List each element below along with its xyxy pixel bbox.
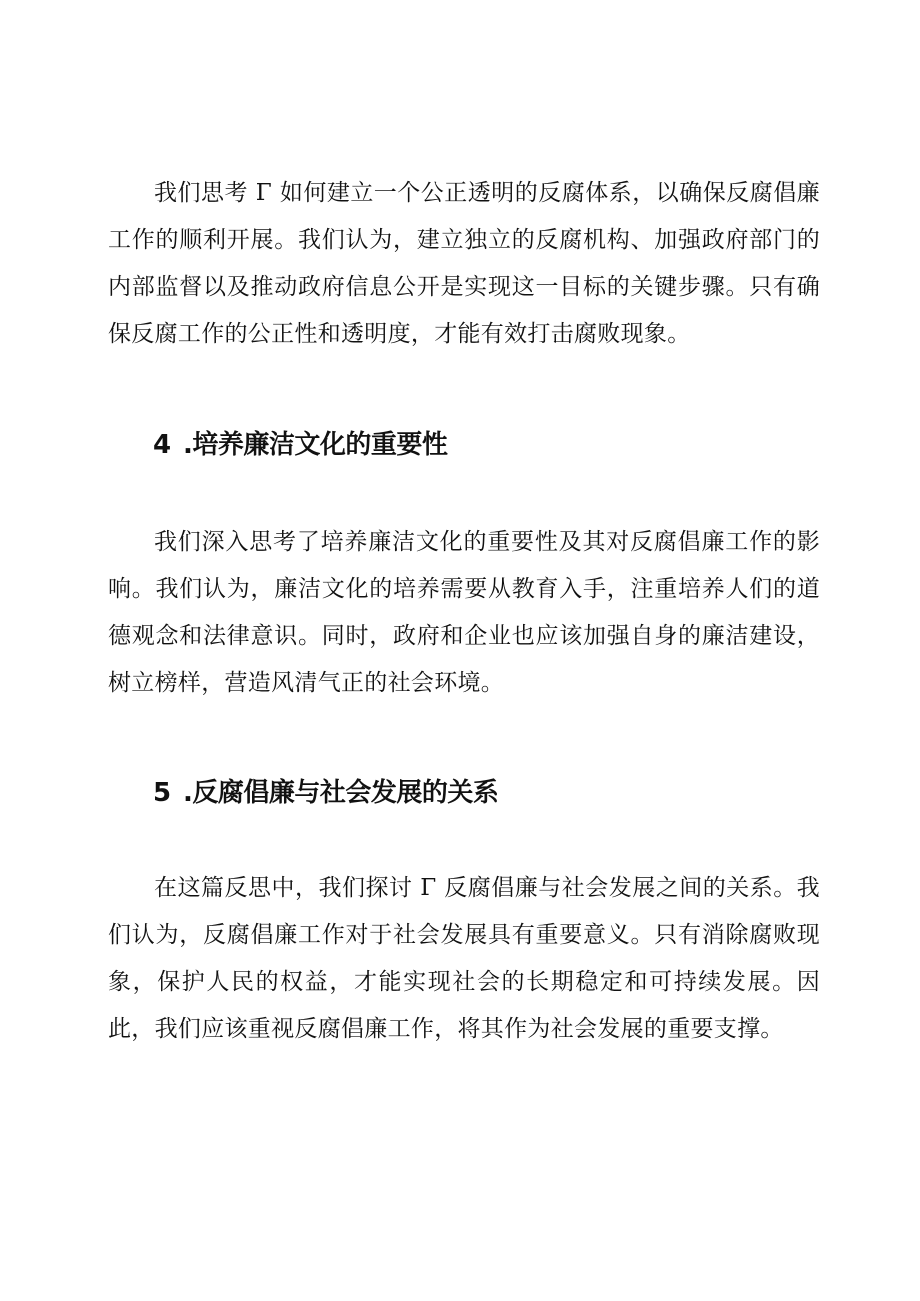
paragraph-social-development: 在这篇反思中，我们探讨 Γ 反腐倡廉与社会发展之间的关系。我们认为，反腐倡廉工作对于社会发展具有重要意义。只有消除腐败现象，保护人民的权益，才能实现社会的长期稳定和可持续发展。因此，我们应该重视反腐倡廉工作，将其作为社会发展的重要支撑。 xyxy=(108,875,820,1042)
section-number: 5 xyxy=(153,778,171,808)
section-heading-4 xyxy=(153,425,447,465)
section-title: .培养廉洁文化的重要性 xyxy=(183,430,448,460)
paragraph-anticorruption-system: 我们思考 Γ 如何建立一个公正透明的反腐体系，以确保反腐倡廉工作的顺利开展。我们认为，建立独立的反腐机构、加强政府部门的内部监督以及推动政府信息公开是实现这一目标的关键步骤。只有确保反腐工作的公正性和透明度，才能有效打击腐败现象。 xyxy=(108,180,820,347)
paragraph-integrity-culture: 我们深入思考了培养廉洁文化的重要性及其对反腐倡廉工作的影响。我们认为，廉洁文化的培养需要从教育入手，注重培养人们的道德观念和法律意识。同时，政府和企业也应该加强自身的廉洁建设，树立榜样，营造风清气正的社会环境。 xyxy=(108,529,820,696)
section-number: 4 xyxy=(153,430,171,460)
section-heading-5 xyxy=(153,773,498,813)
section-title: .反腐倡廉与社会发展的关系 xyxy=(183,778,499,808)
